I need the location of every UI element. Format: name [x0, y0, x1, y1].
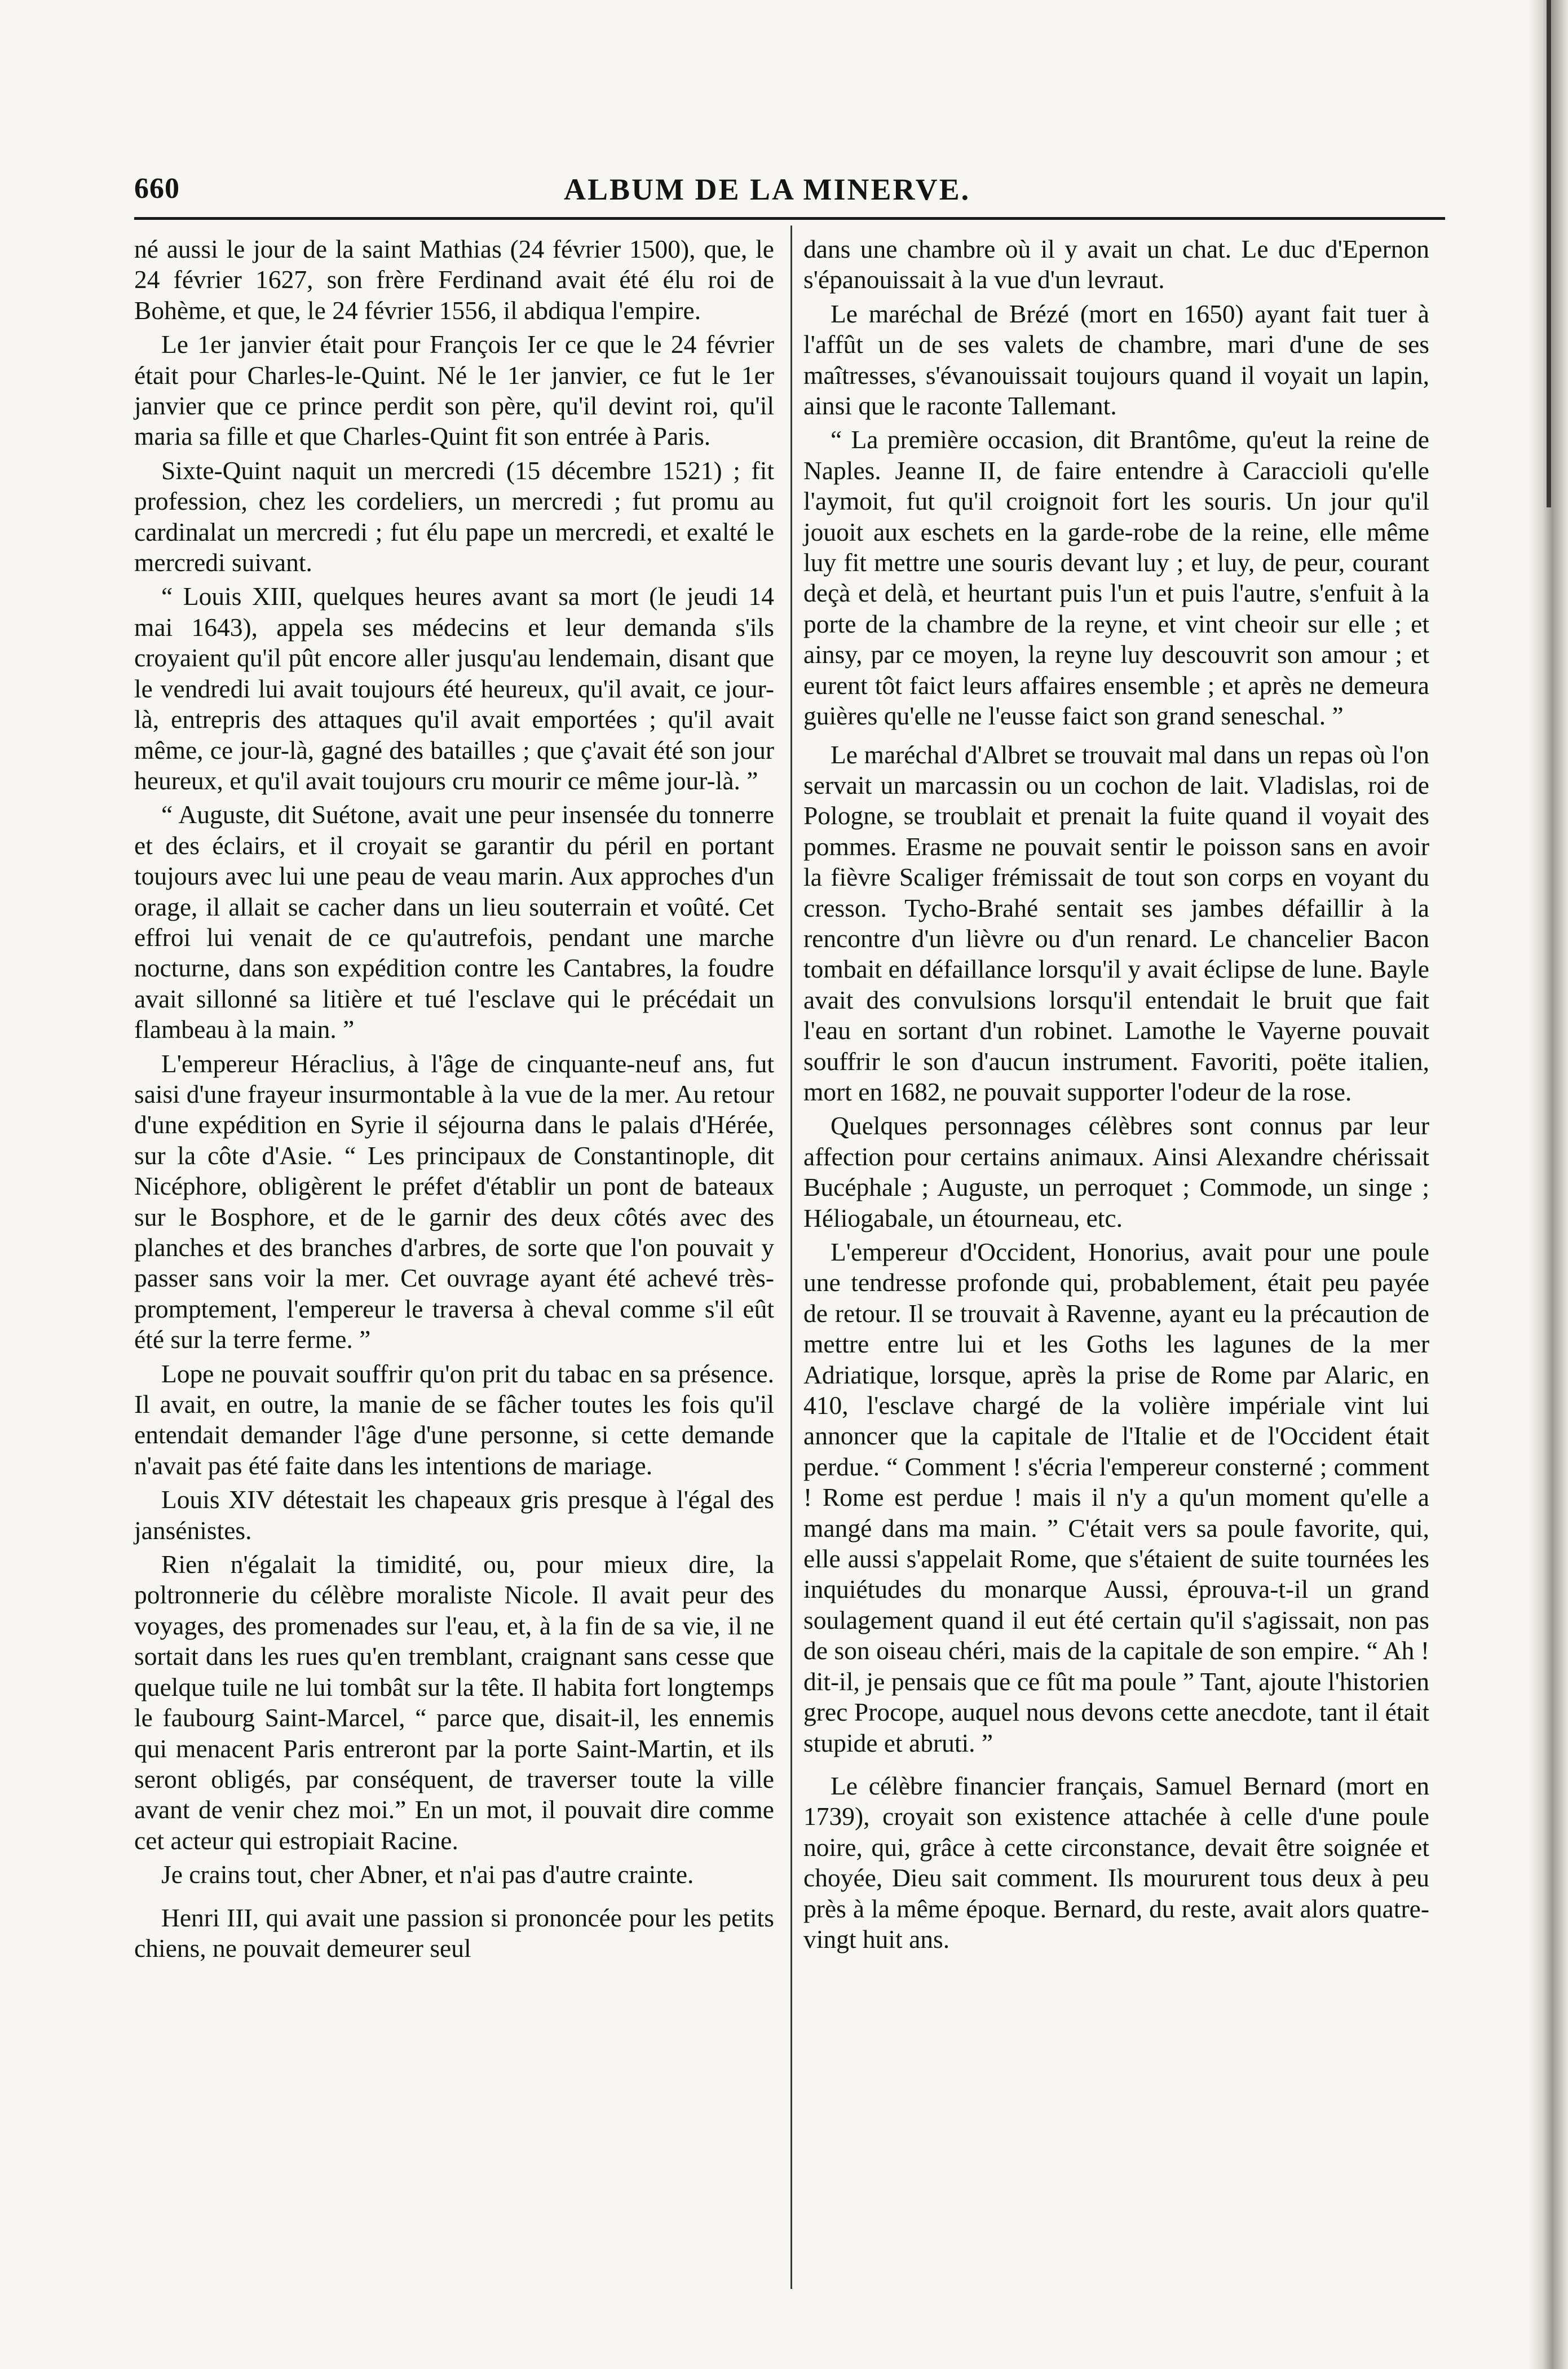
paragraph: Le maréchal d'Albret se trouvait mal dans un repas où l'on servait un marcassin ou un cochon de lait. Vladislas, roi de Pologne, se troublait et prenait la fuite quand il voyait des pommes. Erasme ne pouvait sentir le poisson sans en avoir la fièvre Scaliger frémissait de tout son corps en voyant du cresson. Tycho-Brahé sentait ses jambes défaillir à la rencontre d'un lièvre ou d'un renard. Le chancelier Bacon tombait en défaillance lorsqu'il y avait éclipse de lune. Bayle avait des convulsions lorsqu'il entendait le bruit que fait l'eau en sortant d'un robinet. Lamothe le Vayerne pouvait souffrir le son d'aucun instrument. Favoriti, poëte italien, mort en 1682, ne pouvait supporter l'odeur de la rose.: [803, 740, 1429, 1106]
paragraph: L'empereur d'Occident, Honorius, avait pour une poule une tendresse profonde qui, probablement, était peu payée de retour. Il se trouvait à Ravenne, ayant eu la précaution de mettre entre lui et les Goths les lagunes de la mer Adriatique, lorsque, après la prise de Rome par Alaric, en 410, l'esclave chargé de la volière impériale vint lui annoncer que la capitale de l'Italie et de l'Occident était perdue. “ Comment ! s'écria l'empereur consterné ; comment ! Rome est perdue ! mais il n'y a qu'un moment qu'elle a mangé dans ma main. ” C'était vers sa poule favorite, qui, elle aussi s'appelait Rome, que s'étaient de suite tournées les inquiétudes du monarque Aussi, éprouva-t-il un grand soulagement quand il eut été certain qu'il s'agissait, non pas de son oiseau chéri, mais de la capitale de son empire. “ Ah ! dit-il, je pensais que ce fût ma poule ” Tant, ajoute l'historien grec Procope, auquel nous devons cette anecdote, tant il était stupide et abruti. ”: [803, 1237, 1429, 1757]
paragraph: Henri III, qui avait une passion si prononcée pour les petits chiens, ne pouvait demeurer seul: [134, 1903, 774, 1963]
running-title: ALBUM DE LA MINERVE.: [564, 173, 971, 206]
verse-quote: Je crains tout, cher Abner, et n'ai pas d'autre crainte.: [161, 1860, 694, 1889]
paragraph: dans une chambre où il y avait un chat. Le duc d'Epernon s'épanouissait à la vue d'un levraut.: [803, 235, 1429, 294]
paragraph: né aussi le jour de la saint Mathias (24 février 1500), que, le 24 février 1627, son frère Ferdinand avait été élu roi de Bohème, et que, le 24 février 1556, il abdiqua l'empire.: [134, 235, 774, 325]
paragraph: Le maréchal de Brézé (mort en 1650) ayant fait tuer à l'affût un de ses valets de chambre, mari d'une de ses maîtresses, s'évanouissait toujours quand il voyait un lapin, ainsi que le raconte Tallemant.: [803, 299, 1429, 421]
right-column: [803, 234, 1429, 1958]
paragraph: “ Auguste, dit Suétone, avait une peur insensée du tonnerre et des éclairs, et il croyait se garantir du péril en portant toujours avec lui une peau de veau marin. Aux approches d'un orage, il allait se cacher dans un lieu souterrain et voûté. Cet effroi lui venait de ce qu'autrefois, pendant une marche nocturne, dans son expédition contre les Cantabres, la foudre avait sillonné sa litière et tué l'esclave qui le précédait un flambeau à la main. ”: [134, 800, 774, 1044]
paragraph: Rien n'égalait la timidité, ou, pour mieux dire, la poltronnerie du célèbre moraliste Nicole. Il avait peur des voyages, des promenades sur l'eau, et, à la fin de sa vie, il ne sortait dans les rues qu'en tremblant, craignant sans cesse que quelque tuile ne lui tombât sur la tête. Il habita fort longtemps le faubourg Saint-Marcel, “ parce que, disait-il, les ennemis qui menacent Paris entreront par la porte Saint-Martin, et ils seront obligés, par conséquent, de traverser toute la ville avant de venir chez moi.” En un mot, il pouvait dire comme cet acteur qui estropiait Racine.: [134, 1550, 774, 1855]
paragraph: Le 1er janvier était pour François Ier ce que le 24 février était pour Charles-le-Quint. Né le 1er janvier, ce fut le 1er janvier que ce prince perdit son père, qu'il devint roi, qu'il maria sa fille et que Charles-Quint fit son entrée à Paris.: [134, 330, 774, 451]
page-number: 660: [134, 173, 180, 205]
paragraph: Quelques personnages célèbres sont connus par leur affection pour certains animaux. Ainsi Alexandre chérissait Bucéphale ; Auguste, un perroquet ; Commode, un singe ; Héliogabale, un étourneau, etc.: [803, 1111, 1429, 1232]
paragraph: “ La première occasion, dit Brantôme, qu'eut la reine de Naples. Jeanne II, de faire entendre à Caraccioli qu'elle l'aymoit, fut qu'il croignoit fort les souris. Un jour qu'il jouoit aux eschets en la garde-robe de la reine, elle même luy fit mettre une souris devant luy ; et luy, de peur, courant deçà et delà, et heurtant puis l'un et puis l'autre, s'enfuit à la porte de la chambre de la reyne, et vint cheoir sur elle ; et ainsy, par ce moyen, la reyne luy descouvrit son amour ; et eurent tôt faict leurs affaires ensemble ; et après ne demeura guières qu'elle ne l'eusse faict son grand seneschal. ”: [803, 425, 1429, 731]
paragraph: Le célèbre financier français, Samuel Bernard (mort en 1739), croyait son existence attachée à celle d'une poule noire, qui, grâce à cette circonstance, devait être soignée et choyée, Dieu sait comment. Ils moururent tous deux à peu près à la même époque. Bernard, du reste, avait alors quatre-vingt huit ans.: [803, 1771, 1429, 1953]
header-rule: [134, 217, 1445, 220]
paragraph: “ Louis XIII, quelques heures avant sa mort (le jeudi 14 mai 1643), appela ses médecins et leur demanda s'ils croyaient qu'il pût encore aller jusqu'au lendemain, disant que le vendredi lui avait toujours été heureux, qu'il avait, ce jour-là, entrepris des attaques qu'il avait emportées ; qu'il avait même, ce jour-là, gagné des batailles ; que ç'avait été son jour heureux, et qu'il avait toujours cru mourir ce même jour-là. ”: [134, 582, 774, 795]
paragraph: L'empereur Héraclius, à l'âge de cinquante-neuf ans, fut saisi d'une frayeur insurmontable à la vue de la mer. Au retour d'une expédition en Syrie il séjourna dans le palais d'Hérée, sur la côte d'Asie. “ Les principaux de Constantinople, dit Nicéphore, obligèrent le préfet d'établir un pont de bateaux sur le Bosphore, et de le garnir des deux côtés avec des planches et des branches d'arbres, de sorte que l'on pouvait y passer sans voir la mer. Cet ouvrage ayant été achevé très-promptement, l'empereur le traversa à cheval comme s'il eût été sur la terre ferme. ”: [134, 1049, 774, 1354]
paragraph: Louis XIV détestait les chapeaux gris presque à l'égal des jansénistes.: [134, 1485, 774, 1545]
paragraph: Lope ne pouvait souffrir qu'on prit du tabac en sa présence. Il avait, en outre, la manie de se fâcher toutes les fois qu'il entendait demander l'âge d'une personne, si cette demande n'avait pas été faite dans les intentions de mariage.: [134, 1359, 774, 1480]
binding-shadow: [1547, 0, 1551, 507]
column-divider: [790, 226, 792, 2289]
paragraph: Sixte-Quint naquit un mercredi (15 décembre 1521) ; fit profession, chez les cordeliers, un mercredi ; fut promu au cardinalat un mercredi ; fut élu pape un mercredi, et exalté le mercredi suivant.: [134, 456, 774, 577]
left-column: [134, 234, 774, 1967]
